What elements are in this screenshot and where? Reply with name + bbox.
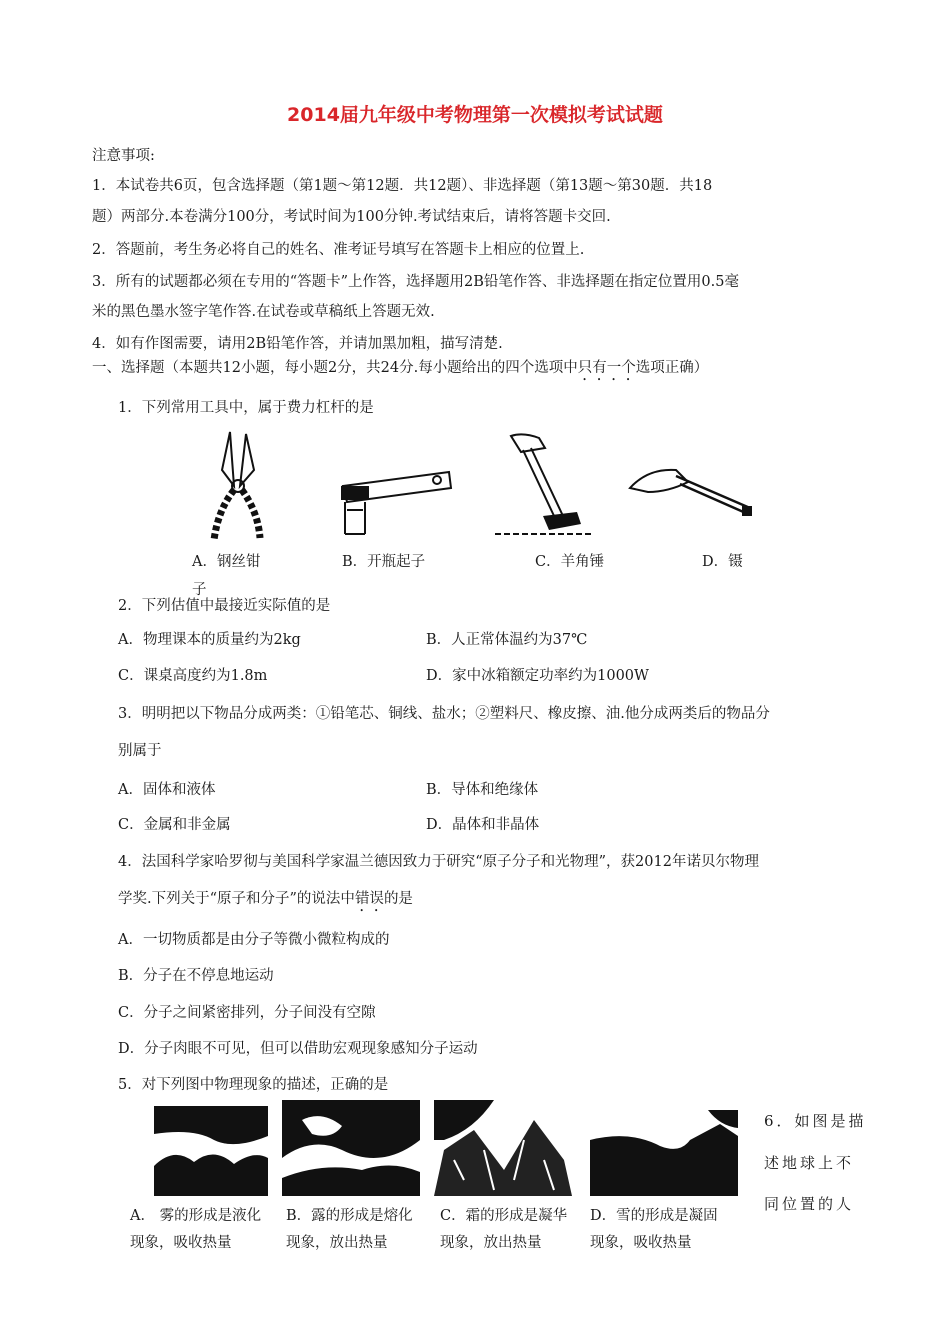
section-heading — [92, 358, 708, 384]
tweezers-figure — [628, 462, 758, 522]
section-heading-post: 选项正确） — [635, 360, 709, 376]
q4-option-b: B．分子在不停息地运动 — [118, 968, 274, 984]
q2-option-b: B．人正常体温约为37℃ — [426, 632, 588, 648]
q5-option-b-line-2: 现象，放出热量 — [286, 1235, 388, 1251]
q4-stem-post: 的是 — [383, 891, 413, 907]
snow-photo — [590, 1110, 738, 1196]
q1-option-c: C．羊角锤 — [535, 554, 605, 570]
q3-option-a: A．固体和液体 — [118, 782, 216, 798]
notes-heading: 注意事项: — [92, 148, 155, 164]
q5-option-a-line-1: A． 雾的形成是液化 — [130, 1208, 262, 1224]
note-4: 4．如有作图需要，请用2B铅笔作答，并请加黑加粗，描写清楚. — [92, 336, 503, 352]
q4-option-a: A．一切物质都是由分子等微小微粒构成的 — [118, 932, 390, 948]
q5-option-d-line-1: D．雪的形成是凝固 — [590, 1208, 718, 1224]
claw-hammer-figure — [493, 432, 593, 540]
note-3-line-1: 3．所有的试题都必须在专用的“答题卡”上作答，选择题用2B铅笔作答、非选择题在指定位置用0.5毫 — [92, 274, 739, 290]
page-title: 2014届九年级中考物理第一次模拟考试试题 — [287, 104, 663, 126]
q4-stem-pre: 学奖.下列关于“原子和分子”的说法中 — [118, 891, 355, 907]
q5-option-b-line-1: B．露的形成是熔化 — [286, 1208, 413, 1224]
q5-option-c-line-2: 现象，放出热量 — [440, 1235, 542, 1251]
q4-stem-line-1: 4．法国科学家哈罗彻与美国科学家温兰德因致力于研究“原子分子和光物理”，获2012年诺贝尔物理 — [118, 854, 759, 870]
pliers-figure — [200, 428, 274, 546]
dew-photo — [282, 1100, 420, 1196]
q5-option-d-line-2: 现象，吸收热量 — [590, 1235, 692, 1251]
note-1-line-1: 1．本试卷共6页，包含选择题（第1题～第12题．共12题）、非选择题（第13题～第30题．共18 — [92, 178, 713, 194]
q1-option-d: D．镊 — [702, 554, 743, 570]
q4-option-d: D．分子肉眼不可见，但可以借助宏观现象感知分子运动 — [118, 1041, 478, 1057]
q4-stem-emphasis: 错误 — [354, 891, 384, 907]
note-2: 2．答题前，考生务必将自己的姓名、准考证号填写在答题卡上相应的位置上. — [92, 242, 585, 258]
note-1-line-2: 题）两部分.本卷满分100分，考试时间为100分钟.考试结束后，请将答题卡交回. — [92, 209, 611, 225]
fog-photo — [154, 1106, 268, 1196]
q4-stem-line-2 — [118, 889, 413, 915]
section-heading-pre: 一、选择题（本题共12小题，每小题2分，共24分.每小题给出的四个选项中 — [92, 360, 578, 376]
q6-line-2: 述地球上不 — [764, 1154, 855, 1172]
q1-option-a: A．钢丝钳 — [192, 554, 261, 570]
q2-option-d: D．家中冰箱额定功率约为1000W — [426, 668, 649, 684]
q3-option-b: B．导体和绝缘体 — [426, 782, 539, 798]
q3-option-d: D．晶体和非晶体 — [426, 817, 540, 833]
q6-line-3: 同位置的人 — [764, 1195, 855, 1213]
q3-option-c: C．金属和非金属 — [118, 817, 231, 833]
q5-option-c-line-1: C．霜的形成是凝华 — [440, 1208, 568, 1224]
section-heading-emphasis: 只有一个 — [577, 360, 636, 376]
q6-line-1: 6．如图是描 — [764, 1112, 867, 1130]
note-3-line-2: 米的黑色墨水签字笔作答.在试卷或草稿纸上答题无效. — [92, 304, 435, 320]
q5-stem: 5．对下列图中物理现象的描述，正确的是 — [118, 1077, 389, 1093]
q5-option-a-line-2: 现象，吸收热量 — [130, 1235, 232, 1251]
bottle-opener-figure — [333, 462, 459, 540]
q2-stem: 2．下列估值中最接近实际值的是 — [118, 598, 331, 614]
q4-option-c: C．分子之间紧密排列，分子间没有空隙 — [118, 1005, 376, 1021]
frost-photo — [434, 1100, 572, 1196]
q1-option-a-wrap: 子 — [192, 582, 207, 598]
q2-option-a: A．物理课本的质量约为2kg — [118, 632, 301, 648]
q3-stem-line-2: 别属于 — [118, 743, 162, 759]
q3-stem-line-1: 3．明明把以下物品分成两类：①铅笔芯、铜线、盐水；②塑料尺、橡皮擦、油.他分成两类后的物品分 — [118, 706, 770, 722]
q1-stem: 1．下列常用工具中，属于费力杠杆的是 — [118, 400, 374, 416]
q1-option-b: B．开瓶起子 — [342, 554, 426, 570]
q2-option-c: C．课桌高度约为1.8m — [118, 668, 268, 684]
